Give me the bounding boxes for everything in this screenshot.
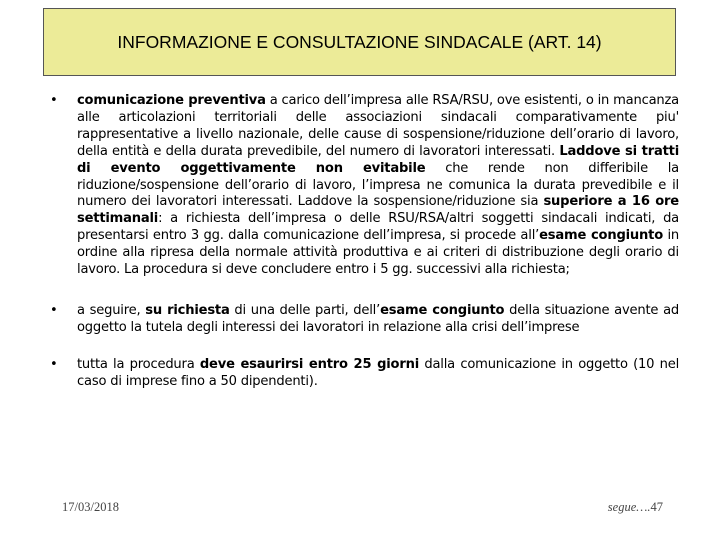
bold-text: esame congiunto [380, 302, 505, 318]
footer-page [608, 500, 663, 515]
footer-date: 17/03/2018 [62, 500, 119, 514]
title-box [43, 8, 676, 76]
bold-text: superiore a 16 ore settimanali [77, 194, 679, 227]
bold-text: deve esaurirsi entro 25 giorni [199, 356, 420, 372]
text-run: : a richiesta dell’impresa o delle RSU/RSA/altri soggetti sindacali indicati, da presentarsi entro 3 gg. dalla comunicazione dell’impresa, si procede all’ [77, 211, 679, 244]
footer-continues: segue…. [607, 500, 651, 514]
bullet-item [50, 303, 679, 337]
bold-text: esame congiunto [539, 228, 664, 244]
text-run: a seguire, [77, 302, 146, 318]
bold-text: su richiesta [145, 302, 230, 318]
text-run: della situazione avente ad oggetto la tutela degli interessi dei lavoratori in relazione alla crisi dell’imprese [77, 302, 680, 335]
bullet-item [50, 357, 679, 391]
text-run: a carico dell’impresa alle RSA/RSU, ove esistenti, o in mancanza alle articolazioni territoriali delle associazioni sindacali comparativamente piu' rappresentative a livello nazionale, delle cause di sospensione/riduzione dell’orario di lavoro, della entità e della durata prevedibile, del numero di lavoratori interessati. [77, 93, 680, 159]
text-run: tutta la procedura [77, 356, 200, 372]
bullet-list [50, 93, 679, 391]
text-run: in ordine alla ripresa della normale attività produttiva e ai criteri di distribuzione degli orario di lavoro. La procedura si deve concludere entro i 5 gg. successivi alla richiesta; [77, 228, 679, 278]
text-run: che rende non differibile la riduzione/sospensione dell’orario di lavoro, l’impresa ne comunica la durata prevedibile e il numero dei lavoratori interessati. Laddove la sospensione/riduzione sia [77, 160, 679, 210]
bold-text: comunicazione preventiva [77, 93, 266, 108]
bold-text: Laddove si tratti di evento oggettivamente non evitabile [77, 143, 679, 176]
bullet-item [50, 93, 679, 279]
page-number: 47 [650, 500, 663, 514]
text-run: dalla comunicazione in oggetto (10 nel caso di imprese fino a 50 dipendenti). [77, 356, 680, 389]
text-run: di una delle parti, dell’ [229, 302, 381, 318]
slide-title: INFORMAZIONE E CONSULTAZIONE SINDACALE (ART. 14) [117, 31, 602, 52]
